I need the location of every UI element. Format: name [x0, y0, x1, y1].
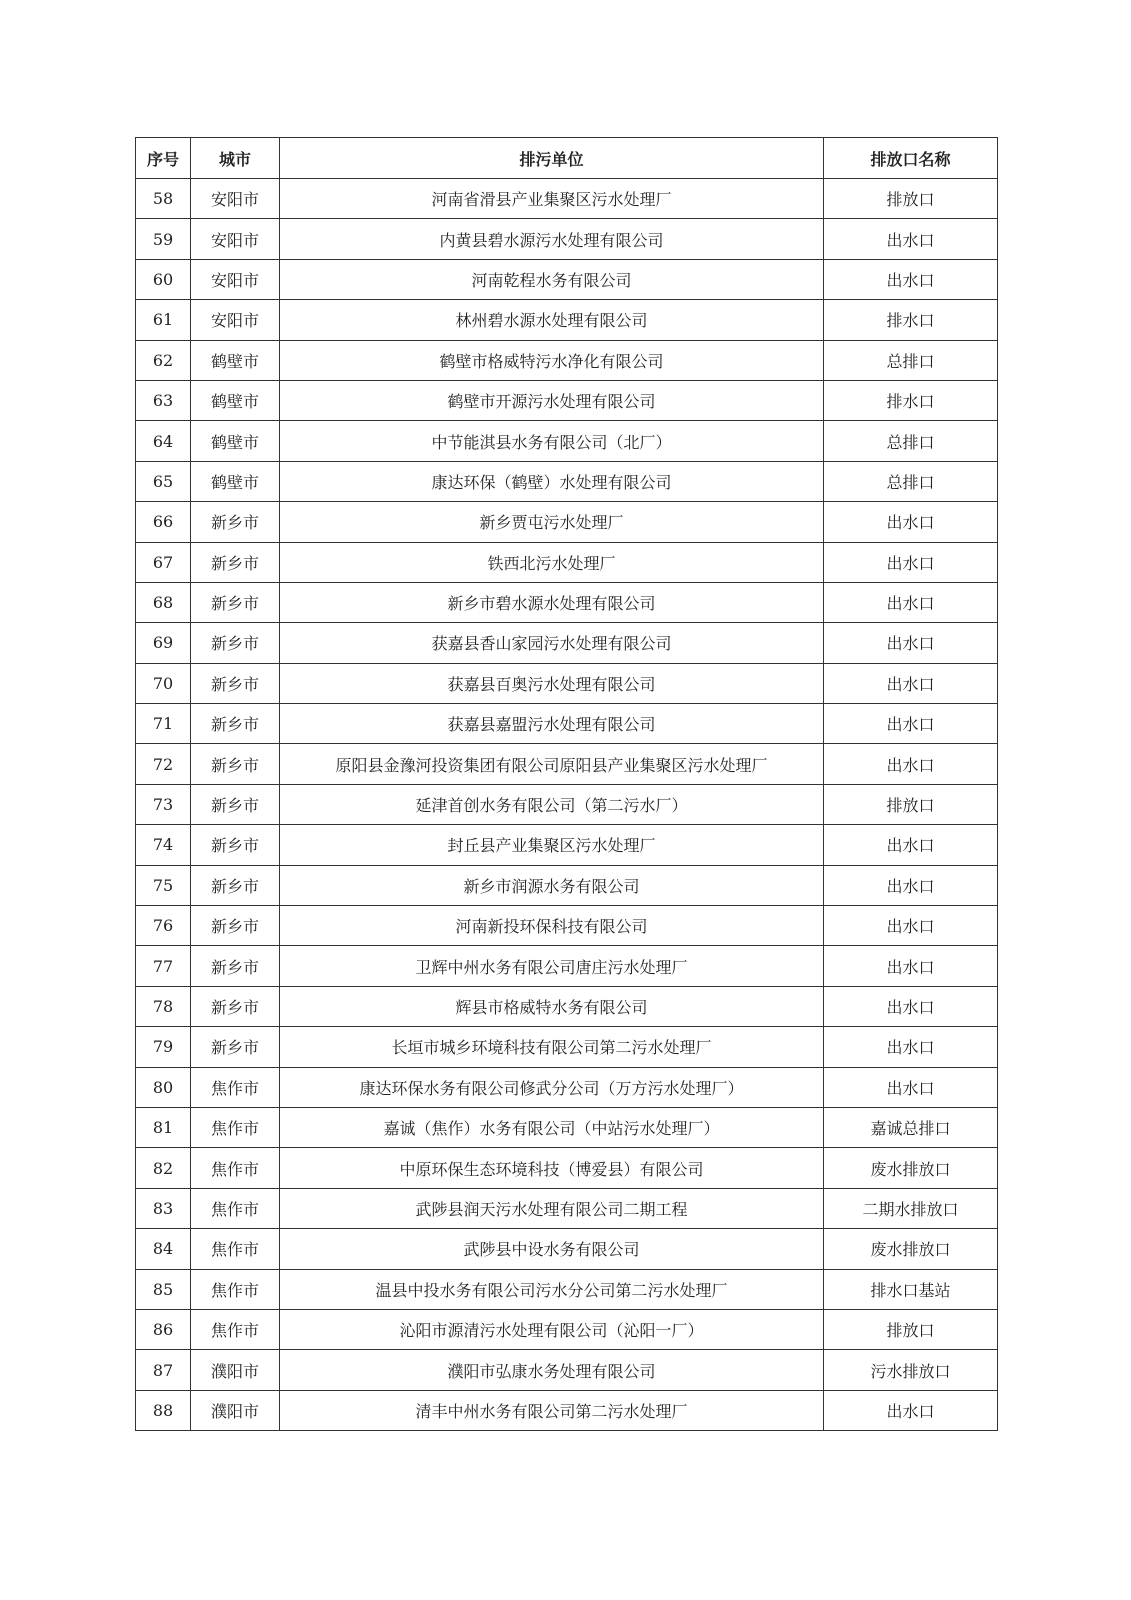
- table-row: [136, 542, 998, 582]
- table-row: [136, 259, 998, 299]
- cell-unit: 嘉诚（焦作）水务有限公司（中站污水处理厂）: [280, 1107, 824, 1147]
- cell-city: 新乡市: [191, 986, 280, 1026]
- table-row: [136, 825, 998, 865]
- cell-unit: 铁西北污水处理厂: [280, 542, 824, 582]
- cell-seq: 80: [136, 1067, 191, 1107]
- cell-unit: 温县中投水务有限公司污水分公司第二污水处理厂: [280, 1269, 824, 1309]
- cell-outlet: 污水排放口: [824, 1350, 998, 1390]
- cell-city: 焦作市: [191, 1269, 280, 1309]
- table-row: [136, 986, 998, 1026]
- cell-seq: 62: [136, 340, 191, 380]
- table-row: [136, 461, 998, 501]
- table-row: [136, 906, 998, 946]
- cell-seq: 73: [136, 784, 191, 824]
- table-body: [136, 179, 998, 1431]
- cell-unit: 中节能淇县水务有限公司（北厂）: [280, 421, 824, 461]
- cell-city: 新乡市: [191, 663, 280, 703]
- cell-city: 焦作市: [191, 1148, 280, 1188]
- cell-unit: 新乡市碧水源水处理有限公司: [280, 582, 824, 622]
- table-row: [136, 1229, 998, 1269]
- cell-seq: 67: [136, 542, 191, 582]
- cell-outlet: 排放口: [824, 179, 998, 219]
- cell-unit: 获嘉县嘉盟污水处理有限公司: [280, 704, 824, 744]
- cell-seq: 85: [136, 1269, 191, 1309]
- cell-city: 焦作市: [191, 1229, 280, 1269]
- cell-seq: 70: [136, 663, 191, 703]
- cell-unit: 康达环保（鹤壁）水处理有限公司: [280, 461, 824, 501]
- table-row: [136, 300, 998, 340]
- cell-outlet: 出水口: [824, 1027, 998, 1067]
- cell-outlet: 出水口: [824, 946, 998, 986]
- cell-unit: 封丘县产业集聚区污水处理厂: [280, 825, 824, 865]
- table-row: [136, 1067, 998, 1107]
- table-row: [136, 623, 998, 663]
- cell-unit: 康达环保水务有限公司修武分公司（万方污水处理厂）: [280, 1067, 824, 1107]
- cell-outlet: 出水口: [824, 502, 998, 542]
- cell-seq: 82: [136, 1148, 191, 1188]
- cell-unit: 鹤壁市开源污水处理有限公司: [280, 380, 824, 420]
- cell-seq: 81: [136, 1107, 191, 1147]
- cell-outlet: 排放口: [824, 784, 998, 824]
- cell-outlet: 排水口: [824, 300, 998, 340]
- cell-unit: 延津首创水务有限公司（第二污水厂）: [280, 784, 824, 824]
- table-row: [136, 946, 998, 986]
- cell-unit: 新乡贾屯污水处理厂: [280, 502, 824, 542]
- cell-outlet: 废水排放口: [824, 1229, 998, 1269]
- cell-city: 安阳市: [191, 219, 280, 259]
- table-row: [136, 1350, 998, 1390]
- table-row: [136, 582, 998, 622]
- cell-unit: 内黄县碧水源污水处理有限公司: [280, 219, 824, 259]
- cell-outlet: 出水口: [824, 986, 998, 1026]
- header-city: 城市: [191, 138, 280, 179]
- cell-city: 新乡市: [191, 542, 280, 582]
- table-row: [136, 1027, 998, 1067]
- cell-seq: 66: [136, 502, 191, 542]
- cell-city: 新乡市: [191, 704, 280, 744]
- header-outlet: 排放口名称: [824, 138, 998, 179]
- cell-city: 鹤壁市: [191, 421, 280, 461]
- cell-seq: 59: [136, 219, 191, 259]
- cell-city: 新乡市: [191, 623, 280, 663]
- cell-seq: 61: [136, 300, 191, 340]
- table-row: [136, 340, 998, 380]
- cell-seq: 84: [136, 1229, 191, 1269]
- cell-seq: 60: [136, 259, 191, 299]
- cell-outlet: 废水排放口: [824, 1148, 998, 1188]
- cell-city: 新乡市: [191, 582, 280, 622]
- table-row: [136, 1390, 998, 1430]
- cell-city: 安阳市: [191, 259, 280, 299]
- cell-city: 焦作市: [191, 1309, 280, 1349]
- cell-city: 鹤壁市: [191, 340, 280, 380]
- cell-unit: 清丰中州水务有限公司第二污水处理厂: [280, 1390, 824, 1430]
- table-row: [136, 744, 998, 784]
- table-row: [136, 1309, 998, 1349]
- table-row: [136, 1148, 998, 1188]
- cell-outlet: 排放口: [824, 1309, 998, 1349]
- cell-unit: 河南新投环保科技有限公司: [280, 906, 824, 946]
- cell-city: 新乡市: [191, 744, 280, 784]
- header-row: [136, 138, 998, 179]
- cell-seq: 64: [136, 421, 191, 461]
- cell-city: 安阳市: [191, 300, 280, 340]
- cell-seq: 78: [136, 986, 191, 1026]
- header-unit: 排污单位: [280, 138, 824, 179]
- cell-seq: 79: [136, 1027, 191, 1067]
- cell-city: 新乡市: [191, 946, 280, 986]
- table-row: [136, 502, 998, 542]
- cell-city: 濮阳市: [191, 1350, 280, 1390]
- cell-seq: 74: [136, 825, 191, 865]
- cell-seq: 87: [136, 1350, 191, 1390]
- cell-unit: 新乡市润源水务有限公司: [280, 865, 824, 905]
- cell-seq: 71: [136, 704, 191, 744]
- cell-city: 新乡市: [191, 865, 280, 905]
- cell-city: 新乡市: [191, 825, 280, 865]
- header-seq: 序号: [136, 138, 191, 179]
- cell-seq: 83: [136, 1188, 191, 1228]
- cell-seq: 76: [136, 906, 191, 946]
- cell-unit: 濮阳市弘康水务处理有限公司: [280, 1350, 824, 1390]
- cell-outlet: 出水口: [824, 582, 998, 622]
- cell-outlet: 出水口: [824, 259, 998, 299]
- cell-city: 安阳市: [191, 179, 280, 219]
- table-row: [136, 865, 998, 905]
- cell-unit: 林州碧水源水处理有限公司: [280, 300, 824, 340]
- cell-city: 鹤壁市: [191, 461, 280, 501]
- cell-city: 新乡市: [191, 502, 280, 542]
- cell-unit: 武陟县润天污水处理有限公司二期工程: [280, 1188, 824, 1228]
- table-row: [136, 1188, 998, 1228]
- cell-unit: 获嘉县香山家园污水处理有限公司: [280, 623, 824, 663]
- cell-city: 新乡市: [191, 1027, 280, 1067]
- outlet-table: [135, 137, 998, 1431]
- table-row: [136, 1107, 998, 1147]
- cell-outlet: 出水口: [824, 704, 998, 744]
- cell-unit: 获嘉县百奥污水处理有限公司: [280, 663, 824, 703]
- cell-outlet: 出水口: [824, 542, 998, 582]
- table-row: [136, 179, 998, 219]
- table-row: [136, 784, 998, 824]
- cell-unit: 武陟县中设水务有限公司: [280, 1229, 824, 1269]
- cell-city: 焦作市: [191, 1107, 280, 1147]
- cell-unit: 卫辉中州水务有限公司唐庄污水处理厂: [280, 946, 824, 986]
- table-row: [136, 219, 998, 259]
- cell-outlet: 出水口: [824, 1067, 998, 1107]
- cell-unit: 鹤壁市格威特污水净化有限公司: [280, 340, 824, 380]
- cell-seq: 68: [136, 582, 191, 622]
- cell-seq: 63: [136, 380, 191, 420]
- cell-outlet: 出水口: [824, 663, 998, 703]
- cell-outlet: 二期水排放口: [824, 1188, 998, 1228]
- cell-outlet: 总排口: [824, 421, 998, 461]
- table-header: [136, 138, 998, 179]
- cell-unit: 沁阳市源清污水处理有限公司（沁阳一厂）: [280, 1309, 824, 1349]
- table-row: [136, 663, 998, 703]
- cell-seq: 58: [136, 179, 191, 219]
- table-row: [136, 704, 998, 744]
- cell-outlet: 排水口基站: [824, 1269, 998, 1309]
- cell-unit: 中原环保生态环境科技（博爱县）有限公司: [280, 1148, 824, 1188]
- cell-seq: 72: [136, 744, 191, 784]
- table-row: [136, 421, 998, 461]
- cell-unit: 辉县市格威特水务有限公司: [280, 986, 824, 1026]
- cell-outlet: 总排口: [824, 461, 998, 501]
- cell-seq: 69: [136, 623, 191, 663]
- cell-outlet: 出水口: [824, 825, 998, 865]
- table-row: [136, 380, 998, 420]
- cell-unit: 河南乾程水务有限公司: [280, 259, 824, 299]
- cell-seq: 65: [136, 461, 191, 501]
- cell-seq: 75: [136, 865, 191, 905]
- cell-outlet: 嘉诚总排口: [824, 1107, 998, 1147]
- cell-unit: 原阳县金豫河投资集团有限公司原阳县产业集聚区污水处理厂: [280, 744, 824, 784]
- cell-city: 鹤壁市: [191, 380, 280, 420]
- cell-city: 濮阳市: [191, 1390, 280, 1430]
- cell-seq: 86: [136, 1309, 191, 1349]
- table-row: [136, 1269, 998, 1309]
- cell-outlet: 出水口: [824, 219, 998, 259]
- cell-city: 新乡市: [191, 784, 280, 824]
- cell-outlet: 出水口: [824, 865, 998, 905]
- cell-seq: 77: [136, 946, 191, 986]
- cell-outlet: 出水口: [824, 906, 998, 946]
- cell-city: 焦作市: [191, 1067, 280, 1107]
- cell-seq: 88: [136, 1390, 191, 1430]
- cell-outlet: 排水口: [824, 380, 998, 420]
- cell-city: 焦作市: [191, 1188, 280, 1228]
- cell-outlet: 出水口: [824, 623, 998, 663]
- cell-outlet: 出水口: [824, 744, 998, 784]
- cell-unit: 河南省滑县产业集聚区污水处理厂: [280, 179, 824, 219]
- cell-unit: 长垣市城乡环境科技有限公司第二污水处理厂: [280, 1027, 824, 1067]
- cell-city: 新乡市: [191, 906, 280, 946]
- cell-outlet: 总排口: [824, 340, 998, 380]
- cell-outlet: 出水口: [824, 1390, 998, 1430]
